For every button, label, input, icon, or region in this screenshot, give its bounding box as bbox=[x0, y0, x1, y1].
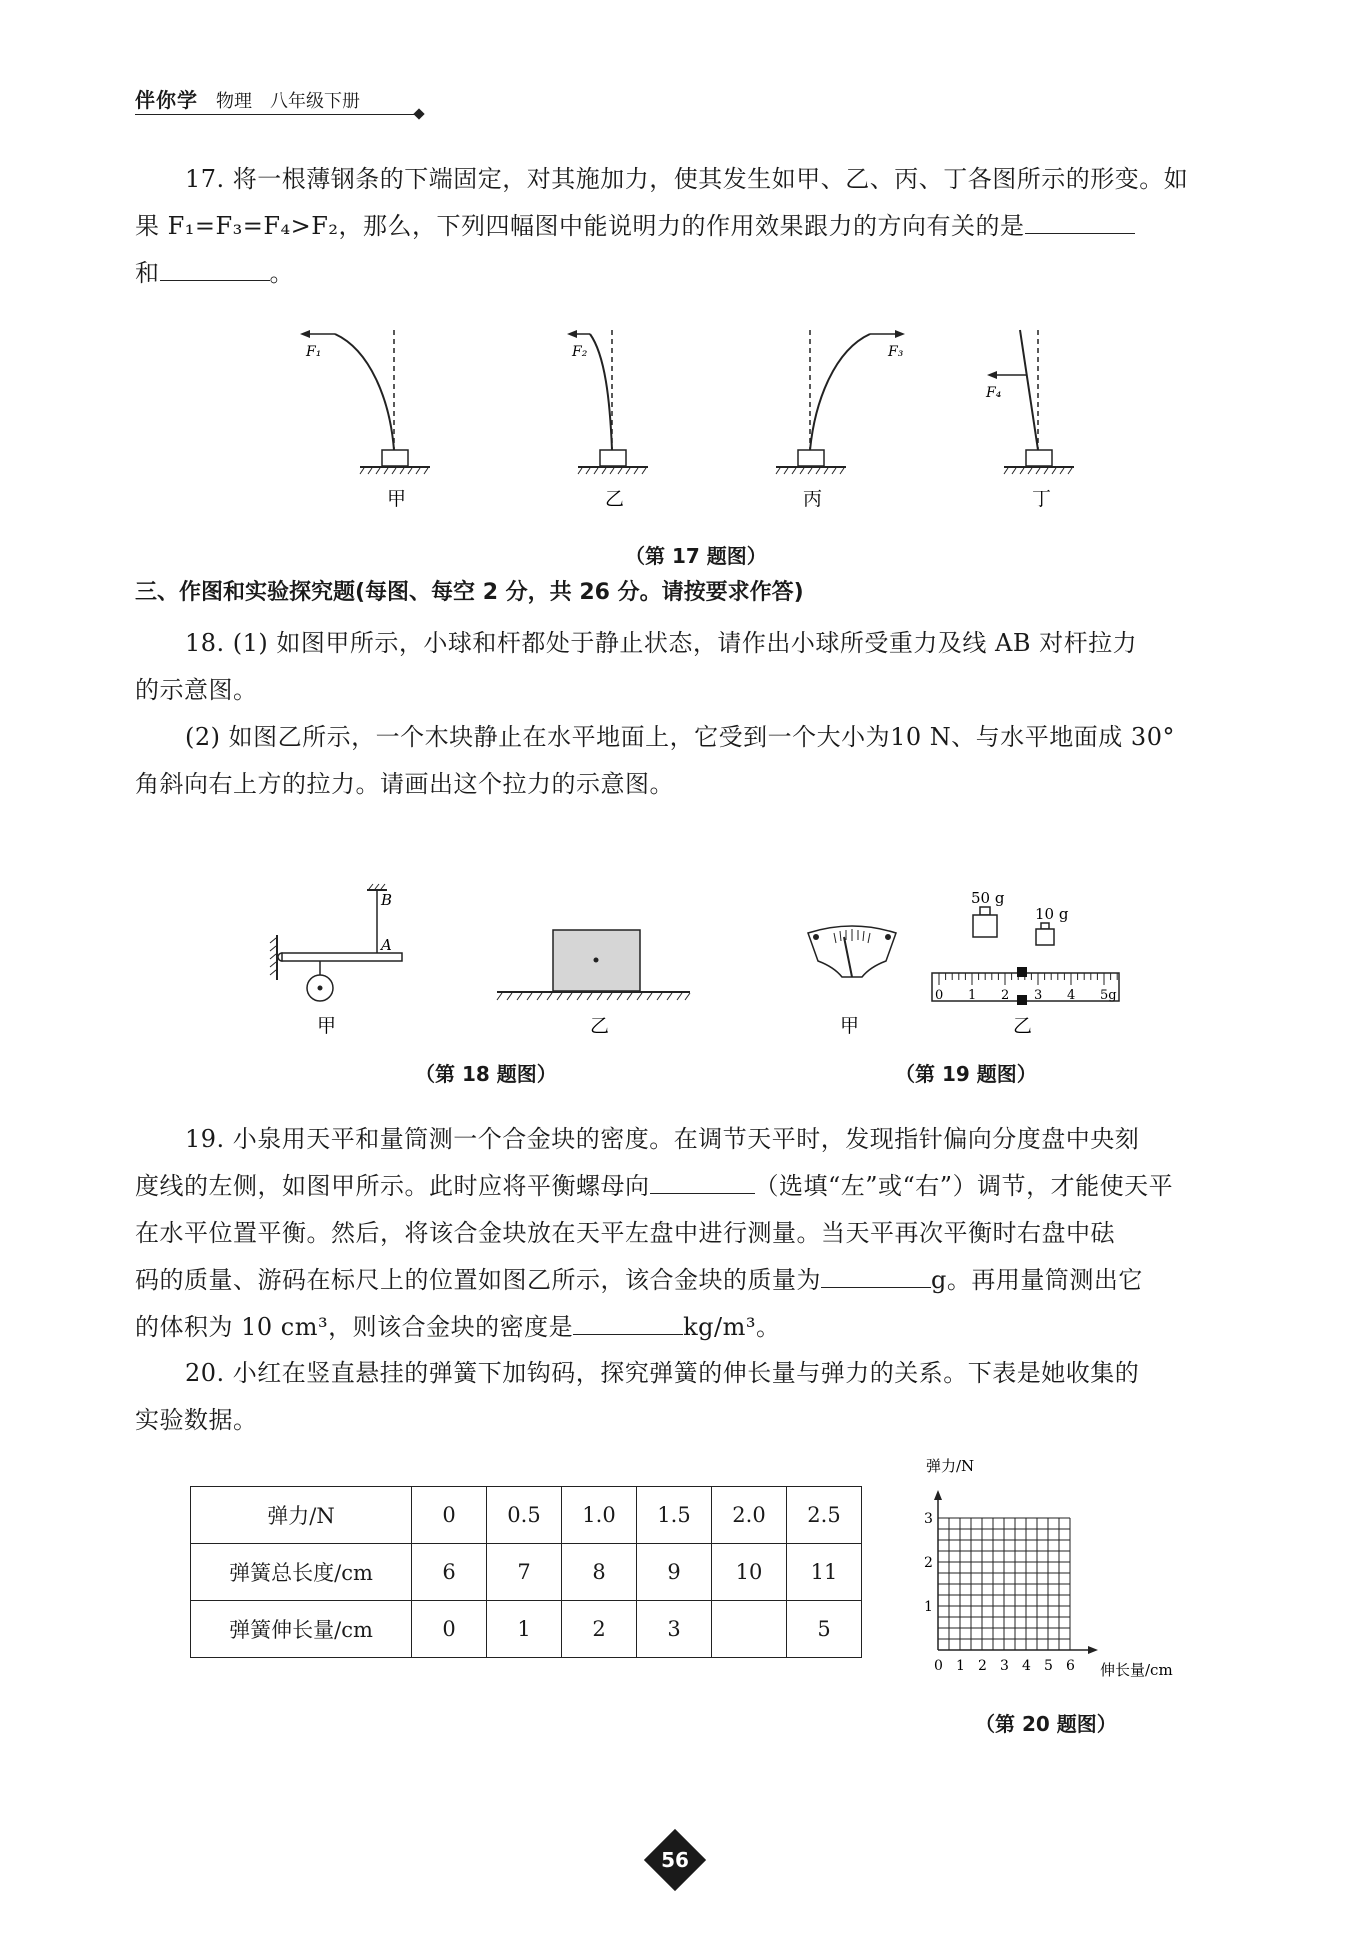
q17-line2 bbox=[135, 203, 1255, 250]
table-cell: 0 bbox=[412, 1601, 487, 1658]
header-grade: 八年级下册 bbox=[270, 91, 360, 112]
q17-label-jia: 甲 bbox=[387, 488, 407, 510]
q17-force-f2: F₂ bbox=[572, 344, 588, 360]
table-row bbox=[191, 1601, 862, 1658]
chart-x-tick-label: 4 bbox=[1022, 1658, 1031, 1674]
table-cell: 1.5 bbox=[637, 1487, 712, 1544]
q19-fig-yi bbox=[925, 885, 1125, 1040]
table-cell: 3 bbox=[637, 1601, 712, 1658]
q18-p2-line2: 角斜向右上方的拉力。请画出这个拉力的示意图。 bbox=[135, 770, 674, 798]
table-cell-empty[interactable] bbox=[712, 1601, 787, 1658]
q17-fig-jia bbox=[300, 330, 430, 510]
q17-force-f3: F₃ bbox=[888, 344, 904, 360]
q17-fig-ding bbox=[985, 330, 1074, 510]
header-rule bbox=[135, 114, 420, 115]
q19-text bbox=[135, 1116, 1255, 1351]
q17-label-yi: 乙 bbox=[605, 488, 625, 510]
table-row-head: 弹簧伸长量/cm bbox=[191, 1601, 412, 1658]
rider-bottom bbox=[1017, 995, 1027, 1005]
q17-line3 bbox=[135, 250, 1255, 297]
table-cell: 2.5 bbox=[787, 1487, 862, 1544]
q17-caption: （第 17 题图） bbox=[625, 544, 767, 568]
q20-caption: （第 20 题图） bbox=[975, 1712, 1117, 1736]
table-cell: 10 bbox=[712, 1544, 787, 1601]
q17-line2-text: 果 F₁=F₃=F₄>F₂，那么，下列四幅图中能说明力的作用效果跟力的方向有关的是 bbox=[135, 212, 1025, 240]
q19-tick-0: 0 bbox=[935, 988, 944, 1003]
q19-caption: （第 19 题图） bbox=[895, 1062, 1037, 1086]
header-diamond-icon bbox=[413, 108, 424, 119]
table-cell: 9 bbox=[637, 1544, 712, 1601]
q18-point-b: B bbox=[381, 891, 393, 909]
q19-line4 bbox=[135, 1257, 1255, 1304]
table-row-head: 弹力/N bbox=[191, 1487, 412, 1544]
chart-x-tick-label: 6 bbox=[1066, 1658, 1075, 1674]
q17-figure bbox=[280, 320, 1120, 520]
table-row bbox=[191, 1487, 862, 1544]
table-cell: 1 bbox=[487, 1601, 562, 1658]
q19-label-yi: 乙 bbox=[1013, 1015, 1033, 1037]
q19-blank-mass[interactable] bbox=[821, 1261, 931, 1288]
q17-label-bing: 丙 bbox=[803, 488, 823, 510]
q19-line1: 19. 小泉用天平和量筒测一个合金块的密度。在调节天平时，发现指针偏向分度盘中央刻 bbox=[185, 1125, 1140, 1153]
page-number: 56 bbox=[661, 1848, 689, 1872]
q18-p1-line1: 18. (1) 如图甲所示，小球和杆都处于静止状态，请作出小球所受重力及线 AB 对杆拉力 bbox=[185, 629, 1138, 657]
page-header bbox=[135, 84, 360, 118]
q19-line2b: （选填“左”或“右”）调节，才能使天平 bbox=[754, 1172, 1174, 1200]
table-cell: 5 bbox=[787, 1601, 862, 1658]
q17-fig-bing bbox=[776, 330, 905, 510]
chart-x-arrow-icon bbox=[1088, 1646, 1098, 1654]
q19-weight-10: 10 g bbox=[1035, 905, 1069, 923]
q19-line4a: 码的质量、游码在标尺上的位置如图乙所示，该合金块的质量为 bbox=[135, 1266, 821, 1294]
table-cell: 8 bbox=[562, 1544, 637, 1601]
q18-label-jia: 甲 bbox=[317, 1015, 337, 1037]
q17-and: 和 bbox=[135, 259, 160, 287]
table-cell: 0 bbox=[412, 1487, 487, 1544]
q18-fig-jia bbox=[255, 880, 425, 1040]
q20-line1: 20. 小红在竖直悬挂的弹簧下加钩码，探究弹簧的伸长量与弹力的关系。下表是她收集的 bbox=[185, 1359, 1140, 1387]
q19-tick-5: 5g bbox=[1100, 988, 1117, 1003]
q20-chart bbox=[900, 1450, 1200, 1690]
q17-blank-2[interactable] bbox=[160, 254, 270, 281]
q17-force-f4: F₄ bbox=[986, 385, 1002, 401]
table-cell: 0.5 bbox=[487, 1487, 562, 1544]
q19-line5 bbox=[135, 1304, 1255, 1351]
table-cell: 7 bbox=[487, 1544, 562, 1601]
table-row-head: 弹簧总长度/cm bbox=[191, 1544, 412, 1601]
q19-tick-2: 2 bbox=[1001, 988, 1010, 1003]
q19-line2a: 度线的左侧，如图甲所示。此时应将平衡螺母向 bbox=[135, 1172, 650, 1200]
weight-50g-icon bbox=[973, 907, 997, 937]
q18-caption: （第 18 题图） bbox=[415, 1062, 557, 1086]
table-cell: 2 bbox=[562, 1601, 637, 1658]
q19-label-jia: 甲 bbox=[840, 1015, 860, 1037]
q17-force-f1: F₁ bbox=[306, 344, 322, 360]
q18-p2-line1: (2) 如图乙所示，一个木块静止在水平地面上，它受到一个大小为10 N、与水平地面成 30° bbox=[185, 723, 1175, 751]
q17-text bbox=[135, 156, 1255, 297]
q19-tick-3: 3 bbox=[1034, 988, 1043, 1003]
chart-x-tick-label: 3 bbox=[1000, 1658, 1009, 1674]
q19-weight-50: 50 g bbox=[971, 889, 1005, 907]
q20-line2: 实验数据。 bbox=[135, 1406, 258, 1434]
weight-10g-icon bbox=[1036, 923, 1054, 945]
chart-x-tick-label: 2 bbox=[978, 1658, 987, 1674]
chart-y-arrow-icon bbox=[934, 1490, 942, 1500]
chart-y-tick-label: 3 bbox=[924, 1511, 933, 1527]
q18-label-yi: 乙 bbox=[590, 1015, 610, 1037]
q19-tick-4: 4 bbox=[1067, 988, 1076, 1003]
q20-table bbox=[190, 1486, 862, 1658]
table-cell: 6 bbox=[412, 1544, 487, 1601]
q17-end: 。 bbox=[269, 259, 294, 287]
chart-y-tick-label: 1 bbox=[924, 1599, 933, 1615]
q19-line2 bbox=[135, 1163, 1255, 1210]
chart-xlabel: 伸长量/cm bbox=[1100, 1661, 1173, 1679]
header-brand: 伴你学 bbox=[135, 88, 198, 112]
q17-fig-yi bbox=[567, 330, 648, 510]
q17-line1: 17. 将一根薄钢条的下端固定，对其施加力，使其发生如甲、乙、丙、丁各图所示的形变。如 bbox=[185, 165, 1189, 193]
chart-x-tick-label: 0 bbox=[934, 1658, 943, 1674]
q18-point-a: A bbox=[381, 936, 392, 954]
q19-line3: 在水平位置平衡。然后，将该合金块放在天平左盘中进行测量。当天平再次平衡时右盘中砝 bbox=[135, 1219, 1115, 1247]
q18-text bbox=[135, 620, 1255, 808]
q19-blank-density[interactable] bbox=[573, 1308, 683, 1335]
table-row bbox=[191, 1544, 862, 1601]
section3-title: 三、作图和实验探究题(每图、每空 2 分，共 26 分。请按要求作答) bbox=[135, 580, 804, 605]
q19-line5a: 的体积为 10 cm³，则该合金块的密度是 bbox=[135, 1313, 574, 1341]
q17-label-ding: 丁 bbox=[1032, 488, 1052, 510]
q18-p1-line2: 的示意图。 bbox=[135, 676, 258, 704]
q19-line4b: g。再用量筒测出它 bbox=[931, 1266, 1143, 1294]
q20-text bbox=[135, 1350, 1255, 1444]
q17-blank-1[interactable] bbox=[1025, 207, 1135, 234]
table-cell: 11 bbox=[787, 1544, 862, 1601]
chart-y-tick-label: 2 bbox=[924, 1555, 933, 1571]
q19-line5b: kg/m³。 bbox=[683, 1313, 781, 1341]
chart-x-tick-label: 1 bbox=[956, 1658, 965, 1674]
chart-ylabel: 弹力/N bbox=[926, 1457, 975, 1475]
table-cell: 1.0 bbox=[562, 1487, 637, 1544]
header-subject: 物理 bbox=[216, 91, 252, 112]
q19-blank-direction[interactable] bbox=[650, 1167, 755, 1194]
chart-x-tick-label: 5 bbox=[1044, 1658, 1053, 1674]
q18-fig-yi bbox=[490, 920, 700, 1040]
q19-tick-1: 1 bbox=[968, 988, 977, 1003]
rider-top bbox=[1017, 967, 1027, 977]
q19-fig-jia bbox=[800, 915, 910, 1040]
table-cell: 2.0 bbox=[712, 1487, 787, 1544]
